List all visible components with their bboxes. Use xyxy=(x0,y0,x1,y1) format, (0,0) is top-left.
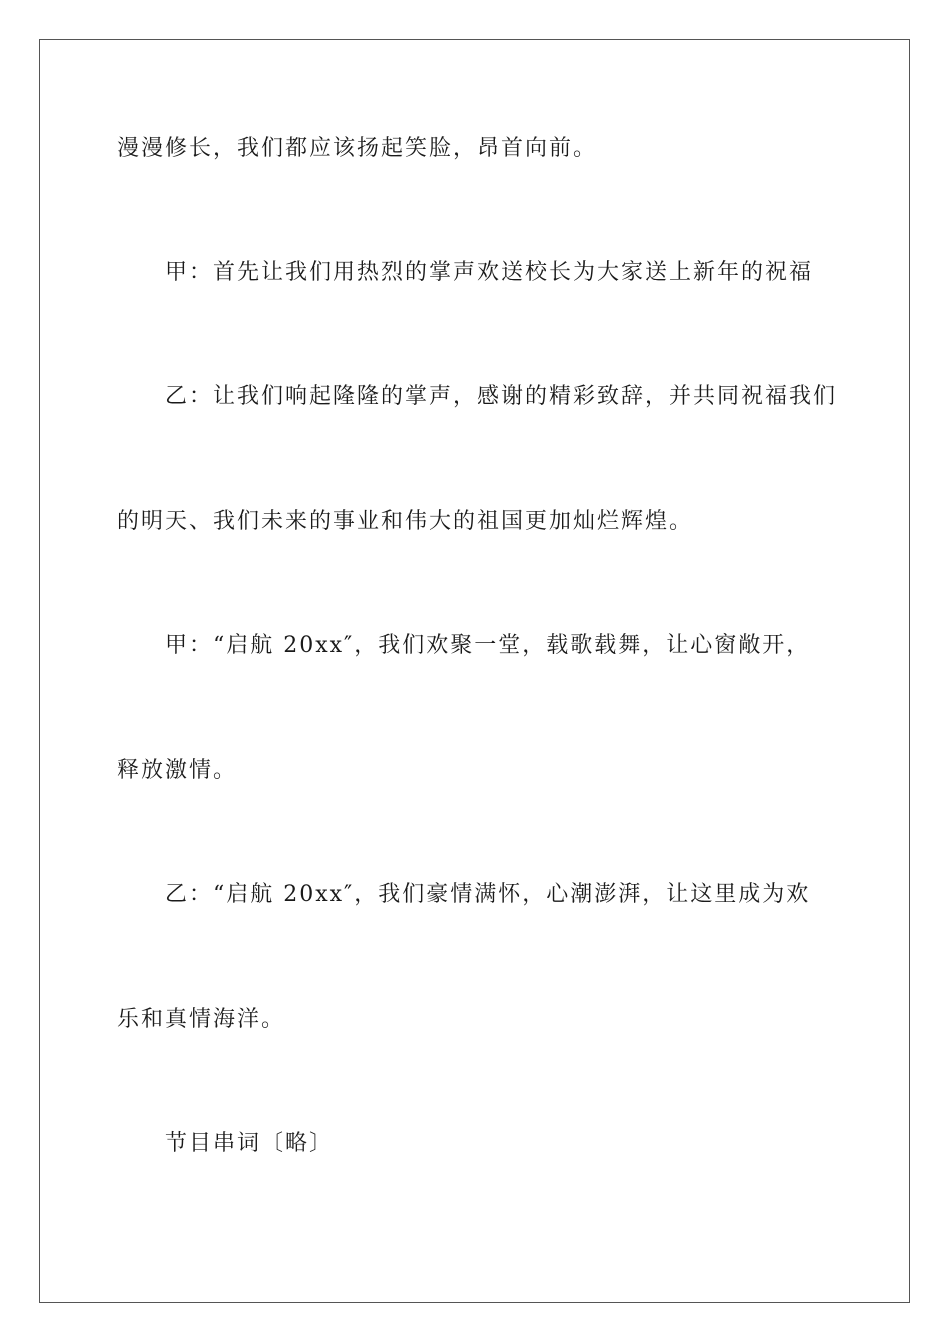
text-line-7: 乙：“启航 20xx″，我们豪情满怀，心潮澎湃，让这里成为欢 xyxy=(165,882,811,907)
text-line-4: 的明天、我们未来的事业和伟大的祖国更加灿烂辉煌。 xyxy=(117,509,694,534)
text-line-9: 节目串词〔略〕 xyxy=(165,1131,334,1156)
text-line-6: 释放激情。 xyxy=(117,758,238,783)
text-line-2: 甲：首先让我们用热烈的掌声欢送校长为大家送上新年的祝福 xyxy=(165,260,814,285)
page-frame xyxy=(39,39,910,1303)
text-line-3: 乙：让我们响起隆隆的掌声，感谢的精彩致辞，并共同祝福我们 xyxy=(165,384,838,409)
text-line-8: 乐和真情海洋。 xyxy=(117,1007,286,1032)
text-line-1: 漫漫修长，我们都应该扬起笑脸，昂首向前。 xyxy=(117,136,598,161)
text-line-5: 甲：“启航 20xx″，我们欢聚一堂，载歌载舞，让心窗敞开， xyxy=(165,633,811,658)
